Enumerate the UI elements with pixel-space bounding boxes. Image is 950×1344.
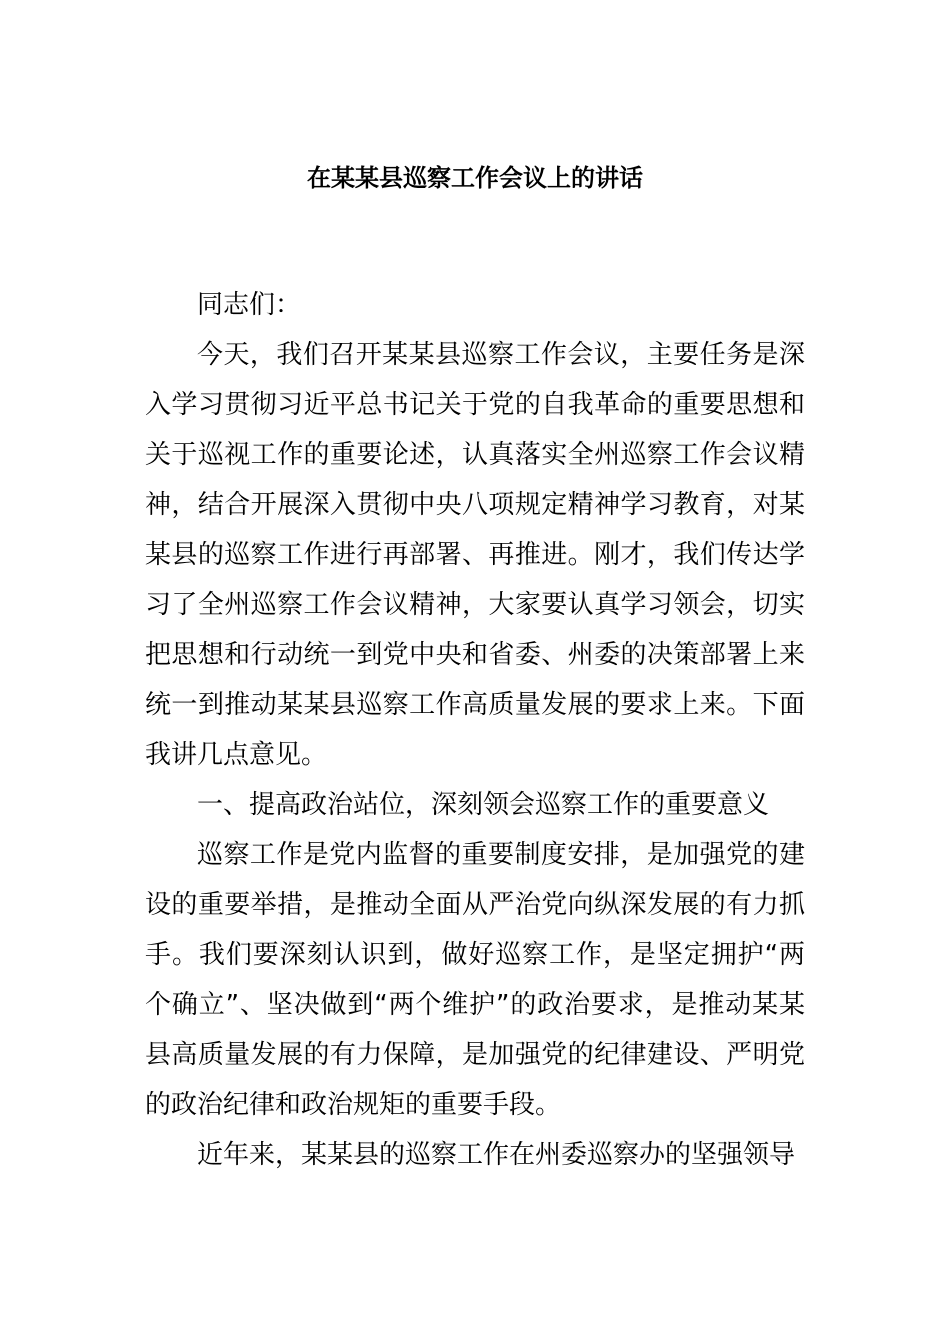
document-title: 在某某县巡察工作会议上的讲话 xyxy=(307,164,643,192)
document-body xyxy=(145,280,805,1180)
intro-paragraph: 今天，我们召开某某县巡察工作会议，主要任务是深入学习贯彻习近平总书记关于党的自我革命的重要思想和关于巡视工作的重要论述，认真落实全州巡察工作会议精神，结合开展深入贯彻中央八项规定精神学习教育，对某某县的巡察工作进行再部署、再推进。刚才，我们传达学习了全州巡察工作会议精神，大家要认真学习领会，切实把思想和行动统一到党中央和省委、州委的决策部署上来统一到推动某某县巡察工作高质量发展的要求上来。下面我讲几点意见。 xyxy=(145,340,805,770)
body-paragraph: 近年来，某某县的巡察工作在州委巡察办的坚强领导 xyxy=(197,1140,796,1170)
body-paragraph: 巡察工作是党内监督的重要制度安排，是加强党的建设的重要举措，是推动全面从严治党向纵深发展的有力抓手。我们要深刻认识到，做好巡察工作，是坚定拥护“两个确立”、坚决做到“两个维护”的政治要求，是推动某某县高质量发展的有力保障，是加强党的纪律建设、严明党的政治纪律和政治规矩的重要手段。 xyxy=(145,840,805,1120)
salutation-paragraph: 同志们： xyxy=(197,290,302,320)
section-heading: 一、提高政治站位，深刻领会巡察工作的重要意义 xyxy=(197,790,770,820)
